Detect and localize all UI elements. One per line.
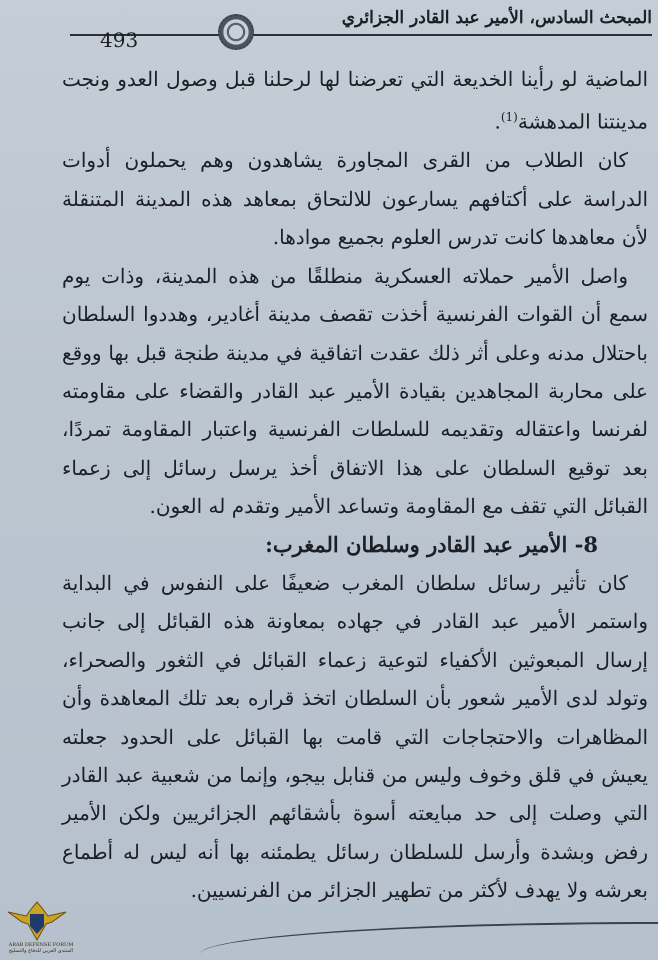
footnote-marker: (1) [500,110,518,125]
page-ornament-icon [218,14,254,50]
watermark-caption [6,942,76,954]
page-curl [200,922,658,954]
section-heading: 8- الأمير عبد القادر وسلطان المغرب: [265,531,598,557]
header-rule [70,34,652,36]
paragraph-text: الماضية لو رأينا الخديعة التي تعرضنا لها لرحلنا قبل وصول العدو ونجت مدينتنا المدهشة [62,67,648,135]
paragraph: واصل الأمير حملاته العسكرية منطلقًا من هذه المدينة، وذات يوم سمع أن القوات الفرنسية أخذت تقصف مدينة أغادير، وهددوا السلطان باحتلال مدنه وعلى أثر ذلك عقدت اتفاقية في مدينة طنجة قبل بها ووقع على محاربة المجاهدين بقيادة الأمير عبد القادر والقضاء على مقاومته لفرنسا واعتقاله وتقديمه للسلطات الفرنسية واعتبار المقاومة تمردًا، بعد توقيع السلطان على هذا الاتفاق أخذ يرسل رسائل إلى زعماء القبائل التي تقف مع المقاومة وتساعد الأمير وتقدم له العون. [62,263,648,519]
paragraph: كان تأثير رسائل سلطان المغرب ضعيفًا على النفوس في البداية واستمر الأمير عبد القادر في جهاده بمعاونة هذه القبائل إلى جانب إرسال المبعوثين الأكفياء لتوعية زعماء القبائل في الثغور والصحراء، وتولد لدى الأمير شعور بأن السلطان اتخذ قراره بعد تلك المعاهدة وأن المظاهرات والاحتجاجات التي قامت بها القبائل على الحدود جعلته يعيش في قلق وخوف وليس من قنابل بيجو، وإنما من شعبية عبد القادر التي وصلت إلى حد مبايعته أسوة بأشقائهم الجزائريين ولكن الأمير رفض وبشدة وأرسل للسلطان رسائل يطمئنه بها أنه ليس له أطماع بعرشه ولا يهدف لأكثر من تطهير الجزائر من الفرنسيين. [62,570,648,903]
watermark-line-2: المنتدى العربي للدفاع والتسليح [8,948,74,954]
running-header [70,4,652,44]
paragraph: الماضية لو رأينا الخديعة التي تعرضنا لها لرحلنا قبل وصول العدو ونجت مدينتنا المدهشة$^{(1)}$. [62,67,648,135]
eagle-shield-icon [6,898,68,944]
header-title: المبحث السادس، الأمير عبد القادر الجزائري [341,8,652,28]
body-text [62,60,648,910]
paragraph: كان الطلاب من القرى المجاورة يشاهدون وهم يحملون أدوات الدراسة على أكتافهم يسارعون للالتحاق بمعاهد هذه المدينة المتنقلة لأن معاهدها كانت تدرس العلوم بجميع موادها. [62,148,648,250]
watermark-line-1: ARAB DEFENSE FORUM [8,942,74,948]
page-number: 493 [100,28,139,52]
forum-watermark-logo [6,898,74,954]
